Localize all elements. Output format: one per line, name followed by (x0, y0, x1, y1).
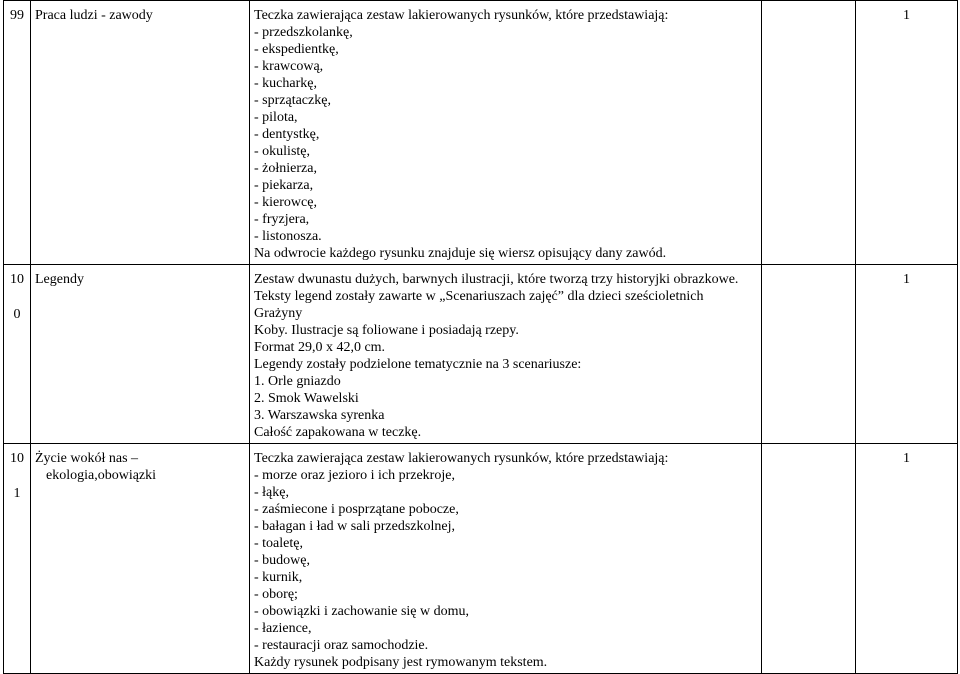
description-line: - morze oraz jezioro i ich przekroje, (254, 468, 455, 483)
quantity-cell (856, 1, 958, 265)
description-line: Zestaw dwunastu dużych, barwnych ilustracji, które tworzą trzy historyjki obrazkowe. (254, 272, 739, 287)
description-line: - bałagan i ład w sali przedszkolnej, (254, 519, 455, 534)
description-line: Całość zapakowana w teczkę. (254, 425, 422, 440)
description-line: - obowiązki i zachowanie się w domu, (254, 604, 469, 619)
description-line: - dentystkę, (254, 127, 320, 142)
quantity-cell (856, 444, 958, 674)
description-line: - piekarza, (254, 178, 314, 193)
item-number: 1 (13, 486, 21, 501)
description-line: Na odwrocie każdego rysunku znajduje się wiersz opisujący dany zawód. (254, 246, 667, 261)
description-line: 1. Orle gniazdo (254, 374, 341, 389)
quantity-cell (856, 265, 958, 444)
empty-cell (762, 444, 856, 674)
item-name: Życie wokół nas – (35, 451, 139, 466)
table-row (4, 444, 958, 674)
description-line: Teczka zawierająca zestaw lakierowanych rysunków, które przedstawiają: (254, 451, 669, 466)
item-number: 10 (10, 272, 24, 287)
description-line: - kurnik, (254, 570, 303, 585)
quantity: 1 (903, 451, 910, 466)
item-name-cell (31, 265, 250, 444)
description-line: Teczka zawierająca zestaw lakierowanych rysunków, które przedstawiają: (254, 8, 669, 23)
description-line: - przedszkolankę, (254, 25, 353, 40)
quantity: 1 (903, 8, 910, 23)
description-line: - łąkę, (254, 485, 289, 500)
empty-cell (762, 1, 856, 265)
description-line: - okulistę, (254, 144, 310, 159)
description-line: Format 29,0 x 42,0 cm. (254, 340, 386, 355)
description-line: - toaletę, (254, 536, 303, 551)
description-line: Każdy rysunek podpisany jest rymowanym tekstem. (254, 655, 548, 670)
description-line: 2. Smok Wawelski (254, 391, 359, 406)
description-line: - fryzjera, (254, 212, 310, 227)
description-line: Legendy zostały podzielone tematycznie na 3 scenariusze: (254, 357, 582, 372)
description-line: - budowę, (254, 553, 310, 568)
description-line: - sprzątaczkę, (254, 93, 331, 108)
description-line: - oborę; (254, 587, 298, 602)
item-description-cell (250, 444, 762, 674)
description-line: - ekspedientkę, (254, 42, 339, 57)
description-line: - restauracji oraz samochodzie. (254, 638, 429, 653)
description-line: - kucharkę, (254, 76, 317, 91)
item-number-cell (4, 1, 31, 265)
description-line: - zaśmiecone i posprzątane pobocze, (254, 502, 459, 517)
item-name-cell (31, 444, 250, 674)
description-line: - listonosza. (254, 229, 322, 244)
item-name: Legendy (35, 272, 84, 287)
description-line: - pilota, (254, 110, 298, 125)
item-name: ekologia,obowiązki (46, 468, 157, 483)
quantity: 1 (903, 272, 910, 287)
table-row (4, 265, 958, 444)
description-line: Grażyny (254, 306, 303, 321)
item-number: 10 (10, 451, 24, 466)
description-line: Koby. Ilustracje są foliowane i posiadają rzepy. (254, 323, 519, 338)
item-number: 0 (13, 307, 21, 322)
item-number-cell (4, 444, 31, 674)
description-line: Teksty legend zostały zawarte w „Scenariuszach zajęć” dla dzieci sześcioletnich (254, 289, 704, 304)
table-row (4, 1, 958, 265)
item-description-cell (250, 265, 762, 444)
description-line: - kierowcę, (254, 195, 317, 210)
item-number: 99 (10, 8, 24, 23)
item-name: Praca ludzi - zawody (35, 8, 153, 23)
item-number-cell (4, 265, 31, 444)
description-line: 3. Warszawska syrenka (254, 408, 385, 423)
item-description-cell (250, 1, 762, 265)
item-name-cell (31, 1, 250, 265)
empty-cell (762, 265, 856, 444)
description-line: - łazience, (254, 621, 312, 636)
catalog-table (3, 0, 958, 674)
description-line: - żołnierza, (254, 161, 317, 176)
description-line: - krawcową, (254, 59, 324, 74)
